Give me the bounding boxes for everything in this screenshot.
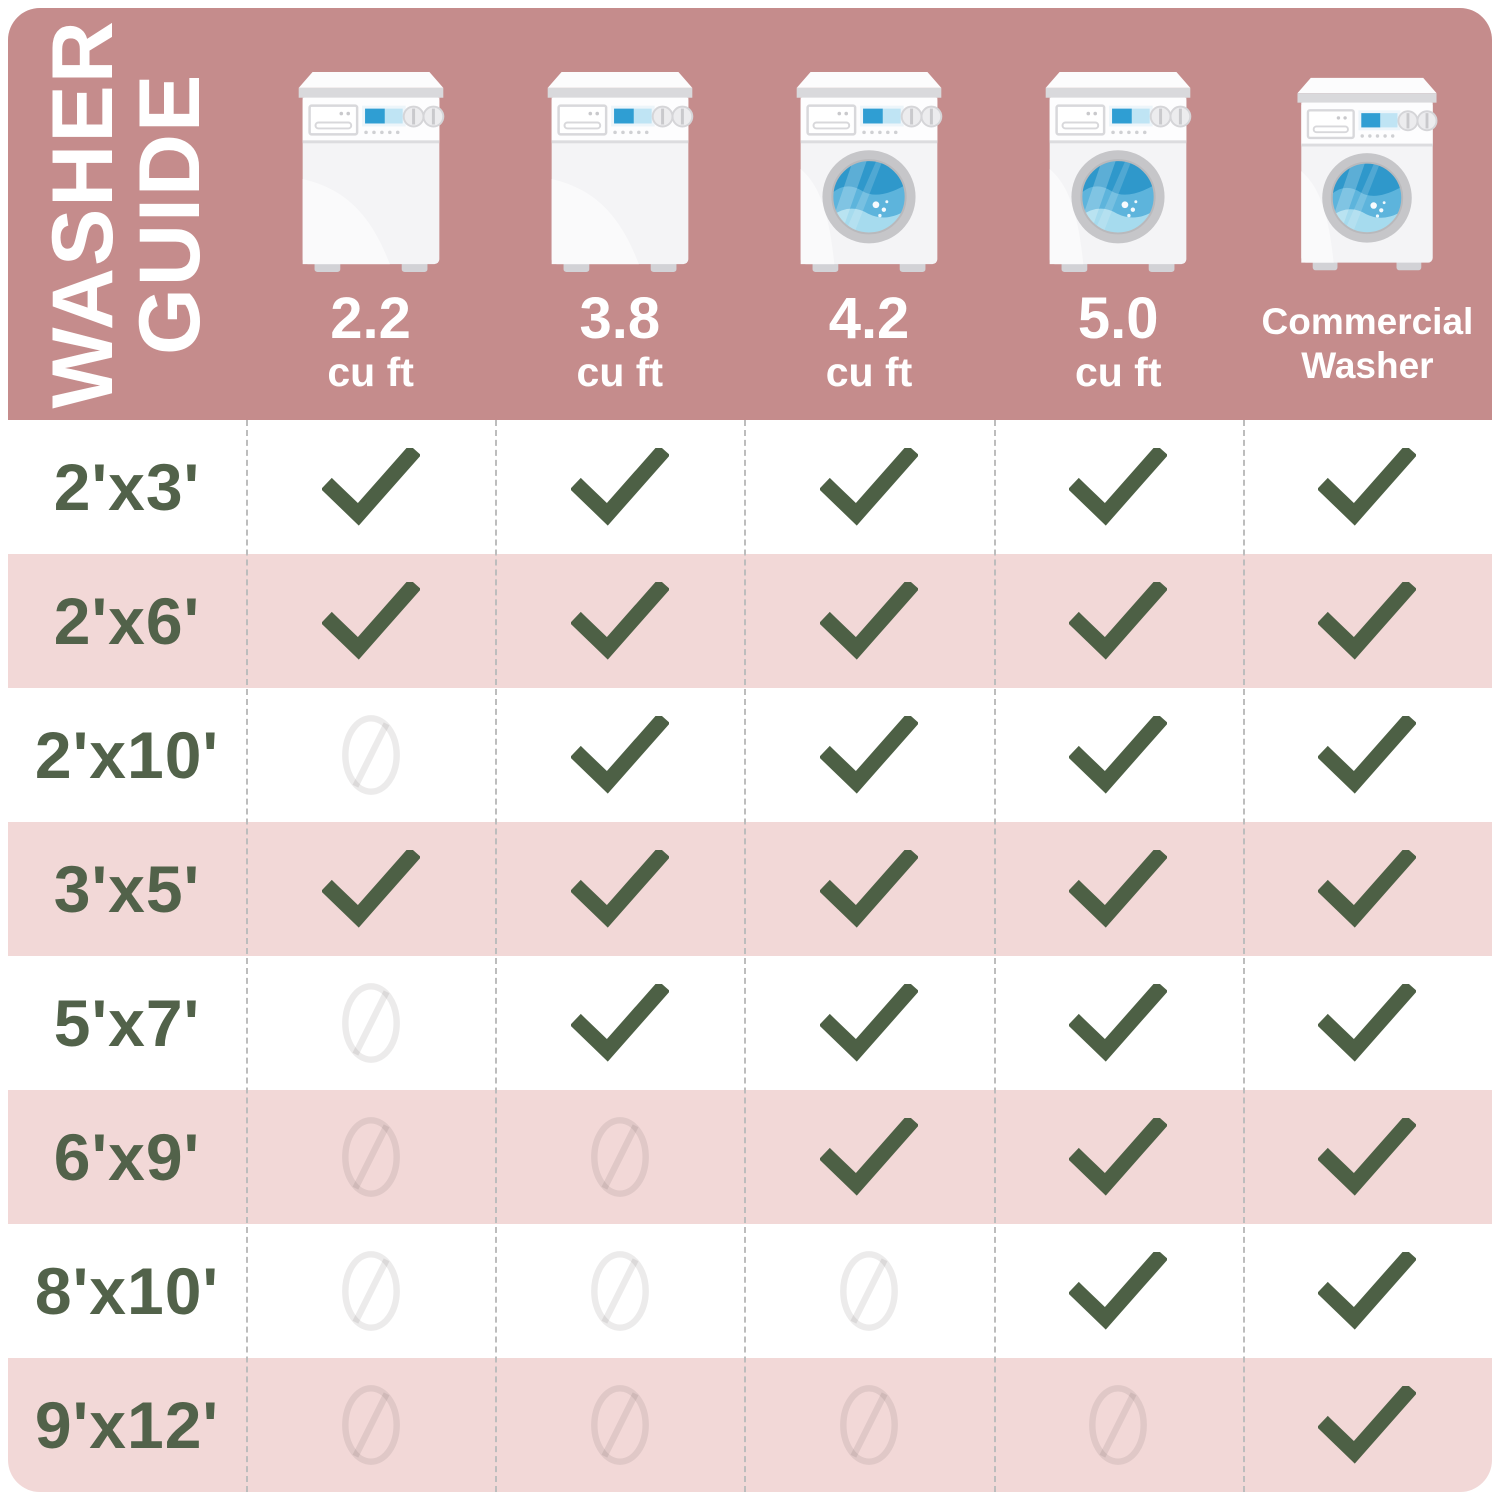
check-icon (744, 582, 993, 660)
table-row (8, 420, 1492, 554)
check-icon (1243, 1252, 1492, 1330)
front-load-washer-icon (1042, 70, 1194, 278)
check-icon (744, 448, 993, 526)
check-icon (744, 850, 993, 928)
capacity-value: Commercial (1261, 301, 1474, 342)
capacity-unit: cu ft (825, 349, 913, 395)
check-icon (1243, 716, 1492, 794)
check-icon (994, 448, 1243, 526)
header-band (8, 8, 1492, 420)
check-icon (1243, 1386, 1492, 1464)
capacity-value: 3.8 (579, 286, 661, 351)
column-header-3-8-cu-ft (495, 8, 744, 420)
check-icon (495, 984, 744, 1062)
capacity-value: 5.0 (1077, 286, 1159, 351)
check-icon (994, 716, 1243, 794)
compatibility-table (8, 420, 1492, 1492)
not-allowed-icon (495, 1111, 744, 1203)
column-header-2-2-cu-ft (246, 8, 495, 420)
not-allowed-icon (994, 1379, 1243, 1471)
top-load-washer-icon (295, 70, 447, 278)
not-allowed-icon (246, 1379, 495, 1471)
page-title-line2: GUIDE (122, 72, 218, 356)
check-icon (495, 716, 744, 794)
check-icon (1243, 1118, 1492, 1196)
column-header-4-2-cu-ft (744, 8, 993, 420)
not-allowed-icon (495, 1379, 744, 1471)
check-icon (1243, 984, 1492, 1062)
table-row (8, 1090, 1492, 1224)
check-icon (246, 448, 495, 526)
rug-size-label: 2'x6' (53, 584, 201, 658)
check-icon (994, 582, 1243, 660)
check-icon (994, 1252, 1243, 1330)
not-allowed-icon (495, 1245, 744, 1337)
check-icon (744, 716, 993, 794)
check-icon (744, 1118, 993, 1196)
check-icon (1243, 582, 1492, 660)
title-box (8, 8, 246, 420)
table-row (8, 1224, 1492, 1358)
column-header-5-0-cu-ft (994, 8, 1243, 420)
page-title (35, 19, 218, 409)
rug-size-label: 6'x9' (53, 1120, 201, 1194)
not-allowed-icon (246, 1111, 495, 1203)
not-allowed-icon (744, 1379, 993, 1471)
capacity-unit: cu ft (576, 349, 664, 395)
rug-size-label: 3'x5' (53, 852, 201, 926)
table-row (8, 1358, 1492, 1492)
table-row (8, 956, 1492, 1090)
front-load-washer-icon (1295, 76, 1439, 276)
rug-size-label: 2'x10' (34, 718, 220, 792)
capacity-unit: cu ft (1074, 349, 1162, 395)
table-row (8, 554, 1492, 688)
rug-size-label: 9'x12' (34, 1388, 220, 1462)
capacity-unit: Washer (1301, 344, 1434, 386)
not-allowed-icon (744, 1245, 993, 1337)
washer-guide-infographic (8, 8, 1492, 1492)
check-icon (994, 850, 1243, 928)
table-row (8, 688, 1492, 822)
check-icon (744, 984, 993, 1062)
rug-size-label: 8'x10' (34, 1254, 220, 1328)
check-icon (246, 850, 495, 928)
check-icon (994, 1118, 1243, 1196)
capacity-unit: cu ft (327, 349, 414, 395)
capacity-value: 2.2 (330, 286, 411, 351)
not-allowed-icon (246, 709, 495, 801)
check-icon (246, 582, 495, 660)
page-title-line1: WASHER (35, 19, 132, 409)
check-icon (1243, 850, 1492, 928)
table-row (8, 822, 1492, 956)
rug-size-label: 5'x7' (53, 986, 201, 1060)
check-icon (1243, 448, 1492, 526)
capacity-value: 4.2 (828, 286, 910, 351)
check-icon (495, 850, 744, 928)
not-allowed-icon (246, 977, 495, 1069)
column-header-commercial-washer (1243, 8, 1492, 420)
not-allowed-icon (246, 1245, 495, 1337)
top-load-washer-icon (544, 70, 696, 278)
check-icon (495, 582, 744, 660)
check-icon (495, 448, 744, 526)
front-load-washer-icon (793, 70, 945, 278)
rug-size-label: 2'x3' (53, 450, 201, 524)
check-icon (994, 984, 1243, 1062)
